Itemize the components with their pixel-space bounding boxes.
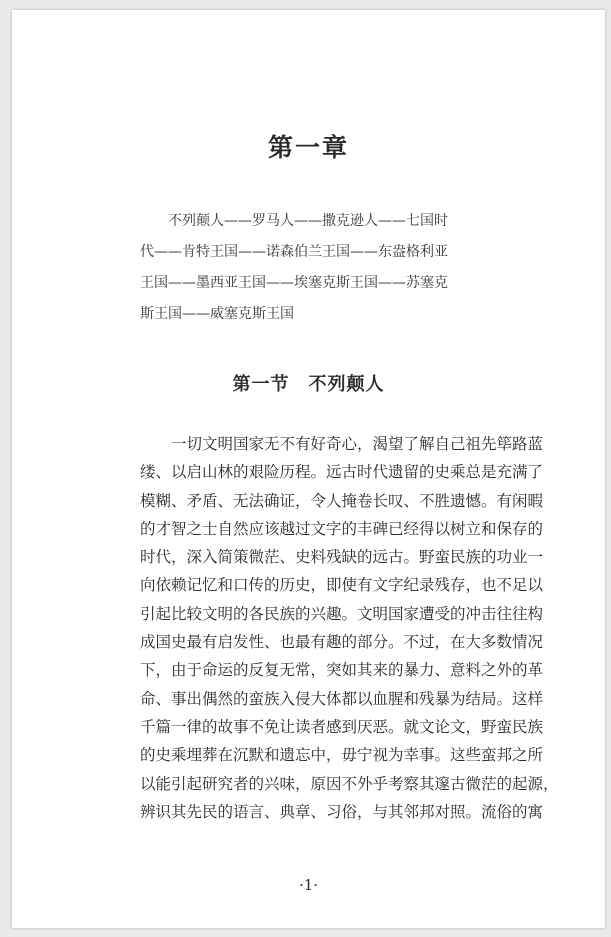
chapter-title: 第一章 xyxy=(267,133,349,162)
book-page xyxy=(12,10,605,928)
text-line: 成国史最有启发性、也最有趣的部分。不过，在大多数情况 xyxy=(140,633,544,652)
text-line: 一切文明国家无不有好奇心，渴望了解自己祖先筚路蓝 xyxy=(140,435,544,453)
text-line: 下，由于命运的反复无常，突如其来的暴力、意料之外的革 xyxy=(140,661,544,680)
page-number: ·1· xyxy=(298,876,319,894)
text-line: 千篇一律的故事不免让读者感到厌恶。就文论文，野蛮民族 xyxy=(140,717,544,736)
text-line: 以能引起研究者的兴味，原因不外乎考察其邃古微茫的起源， xyxy=(140,774,559,793)
text-line: 模糊、矛盾、无法确证，令人掩卷长叹、不胜遗憾。有闲暇 xyxy=(140,491,544,510)
text-line: 向依赖记忆和口传的历史，即使有文字纪录残存，也不足以 xyxy=(140,576,544,595)
text-line: 时代，深入简策微茫、史料残缺的远古。野蛮民族的功业一 xyxy=(140,548,544,567)
text-line: 的才智之士自然应该越过文字的丰碑已经得以树立和保存的 xyxy=(140,519,544,538)
summary-line: 王国——墨西亚王国——埃塞克斯王国——苏塞克 xyxy=(140,275,448,291)
body-paragraph xyxy=(140,430,560,826)
text-line: 引起比较文明的各民族的兴趣。文明国家遭受的冲击往往构 xyxy=(140,604,544,623)
section-title: 第一节 不列颠人 xyxy=(232,374,385,395)
chapter-summary xyxy=(140,206,520,330)
text-line: 的史乘埋葬在沉默和遗忘中，毋宁视为幸事。这些蛮邦之所 xyxy=(140,746,544,765)
summary-line: 不列颠人——罗马人——撒克逊人——七国时 xyxy=(140,213,448,229)
summary-line: 斯王国——威塞克斯王国 xyxy=(140,306,294,322)
text-line: 辨识其先民的语言、典章、习俗，与其邻邦对照。流俗的寓 xyxy=(140,802,544,821)
text-line: 命、事出偶然的蛮族入侵大体都以血腥和残暴为结局。这样 xyxy=(140,689,544,708)
text-line: 缕、以启山林的艰险历程。远古时代遗留的史乘总是充满了 xyxy=(140,463,544,482)
summary-line: 代——肯特王国——诺森伯兰王国——东盎格利亚 xyxy=(140,244,448,260)
